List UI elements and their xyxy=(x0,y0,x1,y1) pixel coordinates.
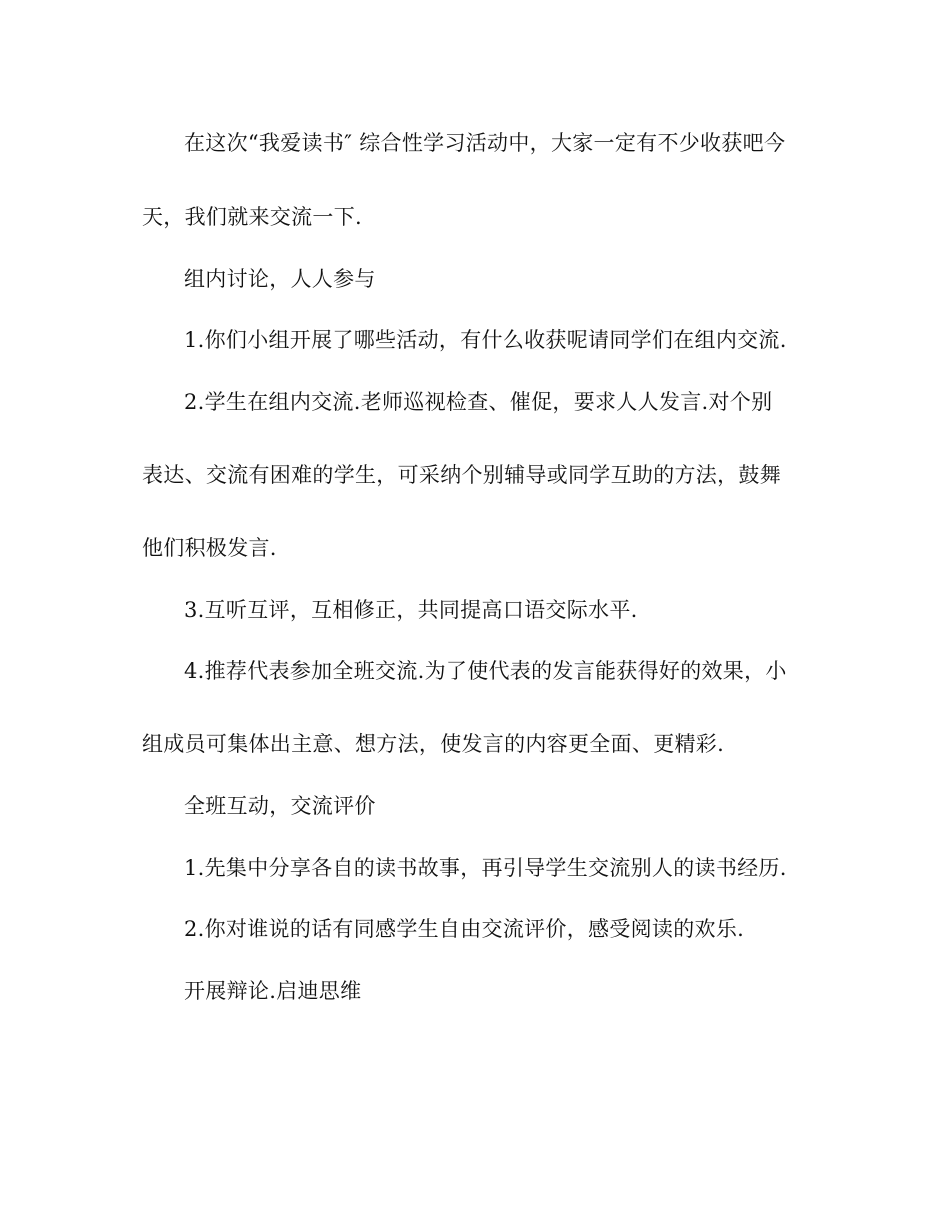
paragraph-intro-line-2: 天，我们就来交流一下. xyxy=(142,205,362,229)
paragraph-intro-line-1: 在这次“我爱读书″ 综合性学习活动中，大家一定有不少收获吧今 xyxy=(184,131,786,155)
list-item-group-2-line-1: 2.学生在组内交流.老师巡视检查、催促，要求人人发言.对个别 xyxy=(184,390,773,414)
list-item-group-4-line-2: 组成员可集体出主意、想方法，使发言的内容更全面、更精彩. xyxy=(142,732,725,756)
list-item-class-1: 1.先集中分享各自的读书故事，再引导学生交流别人的读书经历. xyxy=(184,856,787,880)
list-item-group-1: 1.你们小组开展了哪些活动，有什么收获呢请同学们在组内交流. xyxy=(184,328,787,352)
list-item-group-2-line-2: 表达、交流有困难的学生，可采纳个别辅导或同学互助的方法，鼓舞 xyxy=(142,463,781,487)
section-heading-class-interaction: 全班互动，交流评价 xyxy=(184,794,376,818)
list-item-group-3: 3.互听互评，互相修正，共同提高口语交际水平. xyxy=(184,598,638,622)
section-heading-debate: 开展辩论.启迪思维 xyxy=(184,979,362,1003)
section-heading-group-discussion: 组内讨论，人人参与 xyxy=(184,267,376,291)
list-item-group-2-line-3: 他们积极发言. xyxy=(142,536,277,560)
list-item-class-2: 2.你对谁说的话有同感学生自由交流评价，感受阅读的欢乐. xyxy=(184,917,745,941)
list-item-group-4-line-1: 4.推荐代表参加全班交流.为了使代表的发言能获得好的效果，小 xyxy=(184,659,787,683)
